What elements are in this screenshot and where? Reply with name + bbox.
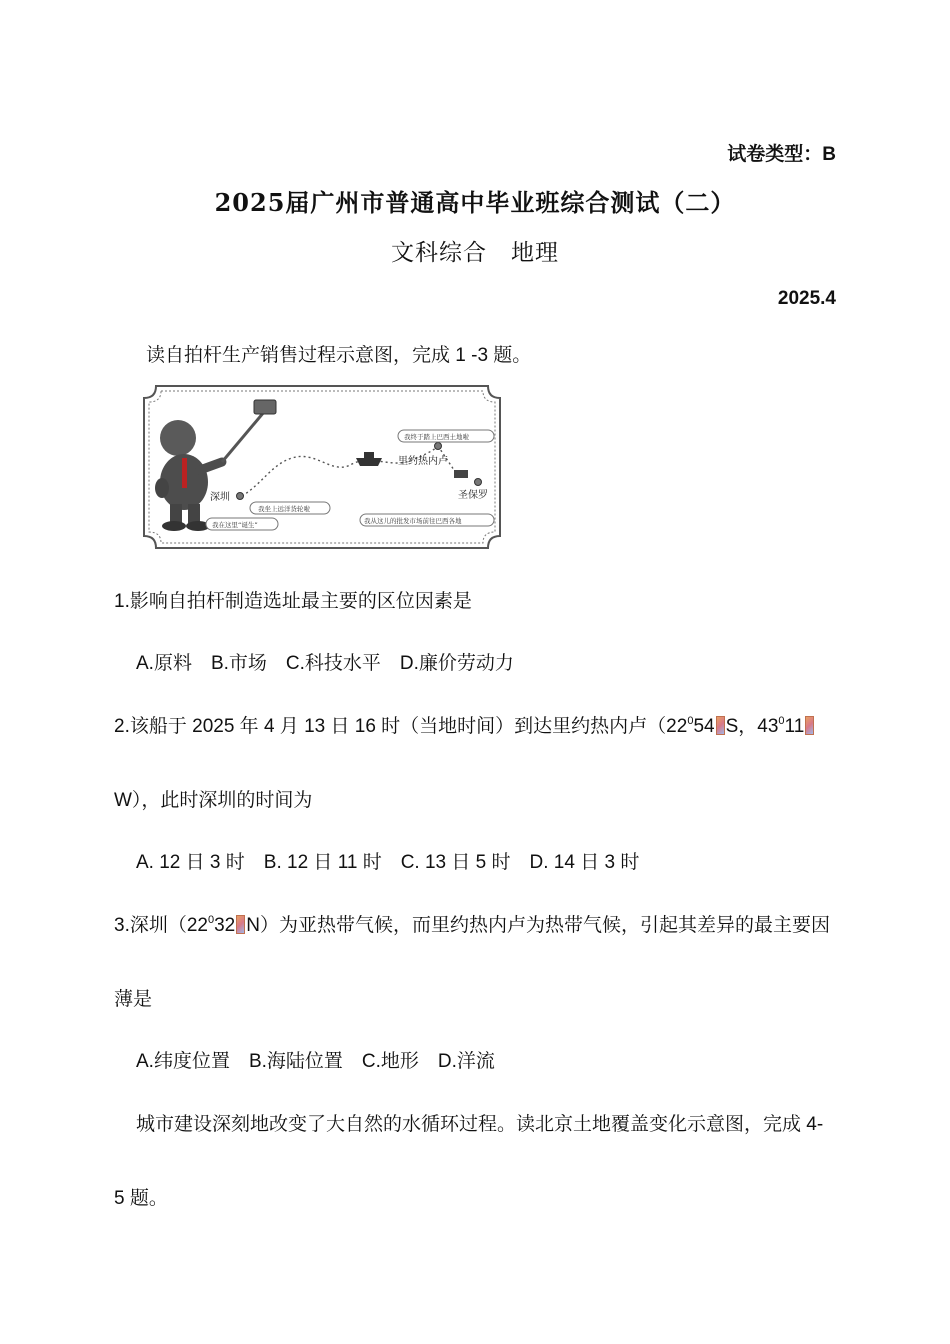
q2-stem-line1: 2.该船于 2025 年 4 月 13 日 16 时（当地时间）到达里约热内卢（$22^054$ S，$43^011$ (114, 711, 815, 738)
shenzhen-dot (237, 493, 244, 500)
svg-text:我在这里“诞生”: 我在这里“诞生” (212, 521, 258, 529)
intro-q4-5-line1: 城市建设深刻地改变了大自然的水循环过程。读北京土地覆盖变化示意图，完成 4- (136, 1114, 824, 1135)
minute-mark-icon (805, 716, 814, 735)
q3-stem-line2: 薄是 (114, 989, 153, 1010)
q3-stem-line1: 3.深圳（$22^032$ N）为亚热带气候，而里约热内卢为热带气候，引起其差异的最主要因 (114, 914, 830, 936)
ship-icon (356, 458, 382, 466)
label-rio: 里约热内卢 (398, 456, 448, 467)
q2-options: A. 12 日 3 时 B. 12 日 11 时 C. 13 日 5 时 D. 14 日 3 时 (136, 852, 640, 873)
exam-date: 2025.4 (777, 288, 836, 309)
rio-dot (435, 443, 442, 450)
paper-type: 试卷类型：B (727, 144, 836, 165)
exam-title: 2025届广州市普通高中毕业班综合测试（二） (214, 188, 736, 217)
q1-options: A.原料 B.市场 C.科技水平 D.廉价劳动力 (136, 653, 514, 674)
minute-mark-icon (716, 716, 725, 735)
q3-options: A.纬度位置 B.海陆位置 C.地形 D.洋流 (136, 1051, 495, 1072)
q2-stem-line2: W），此时深圳的时间为 (114, 790, 313, 811)
label-shenzhen: 深圳 (210, 492, 230, 503)
q1-stem: 1.影响自拍杆制造选址最主要的区位因素是 (114, 591, 472, 612)
label-saopaulo: 圣保罗 (458, 490, 488, 501)
camera-icon (254, 400, 276, 414)
svg-text:我终于踏上巴西土地啦: 我终于踏上巴西土地啦 (404, 433, 469, 441)
selfie-stick-figure (142, 384, 502, 550)
intro-q1-3: 读自拍杆生产销售过程示意图，完成 1 -3 题。 (146, 345, 532, 366)
svg-text:我从这儿的批发市场前往巴西各地: 我从这儿的批发市场前往巴西各地 (364, 517, 462, 525)
svg-text:我坐上远洋货轮啦: 我坐上远洋货轮啦 (258, 505, 310, 513)
truck-icon (454, 470, 468, 478)
saopaulo-dot (475, 479, 482, 486)
figure-svg (142, 384, 502, 550)
minute-mark-icon (236, 915, 245, 934)
intro-q4-5-line2: 5 题。 (114, 1188, 168, 1209)
exam-subtitle: 文科综合 地理 (391, 240, 559, 266)
